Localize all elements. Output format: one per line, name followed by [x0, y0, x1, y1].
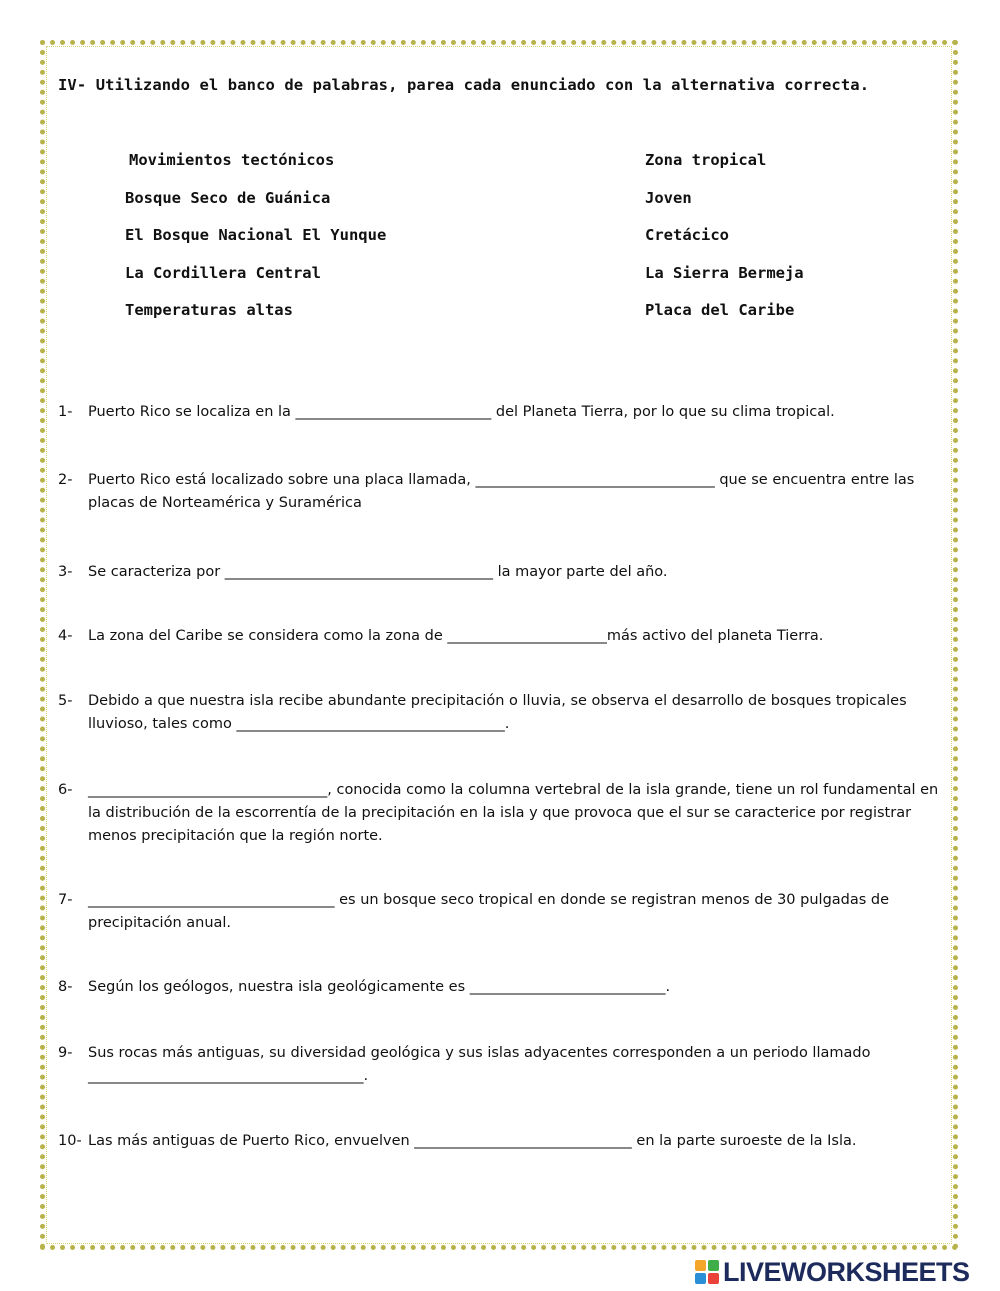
logo-text: LIVEWORKSHEETS: [723, 1256, 970, 1287]
word-bank-left: [125, 148, 386, 336]
question-1: [58, 401, 948, 424]
question-number: 3-: [58, 564, 73, 580]
question-number: 2-: [58, 472, 73, 488]
question-number: 8-: [58, 979, 73, 995]
question-6: [58, 779, 948, 848]
question-3: [58, 561, 948, 584]
question-number: 1-: [58, 404, 73, 420]
question-number: 6-: [58, 782, 73, 798]
question-text: Sus rocas más antiguas, su diversidad geológica y sus islas adyacentes corresponden a un periodo llamado ______________________________________.: [88, 1045, 871, 1084]
question-number: 9-: [58, 1045, 73, 1061]
question-text: __________________________________ es un bosque seco tropical en donde se registran menos de 30 pulgadas de precipitación anual.: [88, 892, 890, 931]
word-bank-item: Movimientos tectónicos: [129, 151, 335, 169]
liveworksheets-logo[interactable]: [695, 1256, 970, 1288]
question-text: Puerto Rico se localiza en la ___________________________ del Planeta Tierra, por lo que su clima tropical.: [88, 404, 835, 420]
question-number: 5-: [58, 693, 73, 709]
word-bank-item: Cretácico: [645, 226, 729, 244]
mark-square: [708, 1260, 719, 1271]
question-number: 7-: [58, 892, 73, 908]
mark-square: [695, 1260, 706, 1271]
question-text: Debido a que nuestra isla recibe abundante precipitación o lluvia, se observa el desarrollo de bosques tropicales lluvioso, tales como _____________________________________.: [88, 693, 907, 732]
word-bank-item: La Sierra Bermeja: [645, 263, 804, 282]
question-9: [58, 1042, 948, 1088]
word-bank-item: La Cordillera Central: [125, 263, 321, 282]
question-text: Se caracteriza por _____________________________________ la mayor parte del año.: [88, 564, 668, 580]
word-bank-right: [645, 148, 804, 336]
mark-square: [695, 1273, 706, 1284]
mark-square: [708, 1273, 719, 1284]
word-bank-item: Joven: [645, 188, 692, 207]
question-8: [58, 976, 948, 999]
word-bank-item: Zona tropical: [645, 151, 767, 169]
word-bank-item: Placa del Caribe: [645, 301, 795, 319]
word-bank-item: Bosque Seco de Guánica: [125, 188, 331, 207]
question-number: 10-: [58, 1133, 82, 1149]
question-text: Puerto Rico está localizado sobre una placa llamada, _________________________________ que se encuentra entre las placas de Norteamérica y Suramérica: [88, 472, 915, 511]
question-2: [58, 469, 948, 515]
word-bank-item: Temperaturas altas: [125, 301, 293, 319]
question-text: La zona del Caribe se considera como la zona de ______________________más activo del planeta Tierra.: [88, 628, 824, 644]
question-5: [58, 690, 948, 736]
question-number: 4-: [58, 628, 73, 644]
word-bank-item: El Bosque Nacional El Yunque: [125, 226, 387, 244]
section-title: IV- Utilizando el banco de palabras, parea cada enunciado con la alternativa correcta.: [58, 76, 870, 94]
question-10: [58, 1130, 948, 1153]
question-7: [58, 889, 948, 935]
question-text: _________________________________, conocida como la columna vertebral de la isla grande, tiene un rol fundamental en la distribución de la escorrentía de la precipitación en la isla y que provoca que el sur se caracterice por registrar menos precipitación que la región norte.: [88, 782, 939, 844]
question-text: Según los geólogos, nuestra isla geológicamente es ___________________________.: [88, 979, 671, 995]
question-4: [58, 625, 948, 648]
liveworksheets-mark-icon: [695, 1260, 719, 1284]
question-text: Las más antiguas de Puerto Rico, envuelven ______________________________ en la parte suroeste de la Isla.: [88, 1133, 857, 1149]
